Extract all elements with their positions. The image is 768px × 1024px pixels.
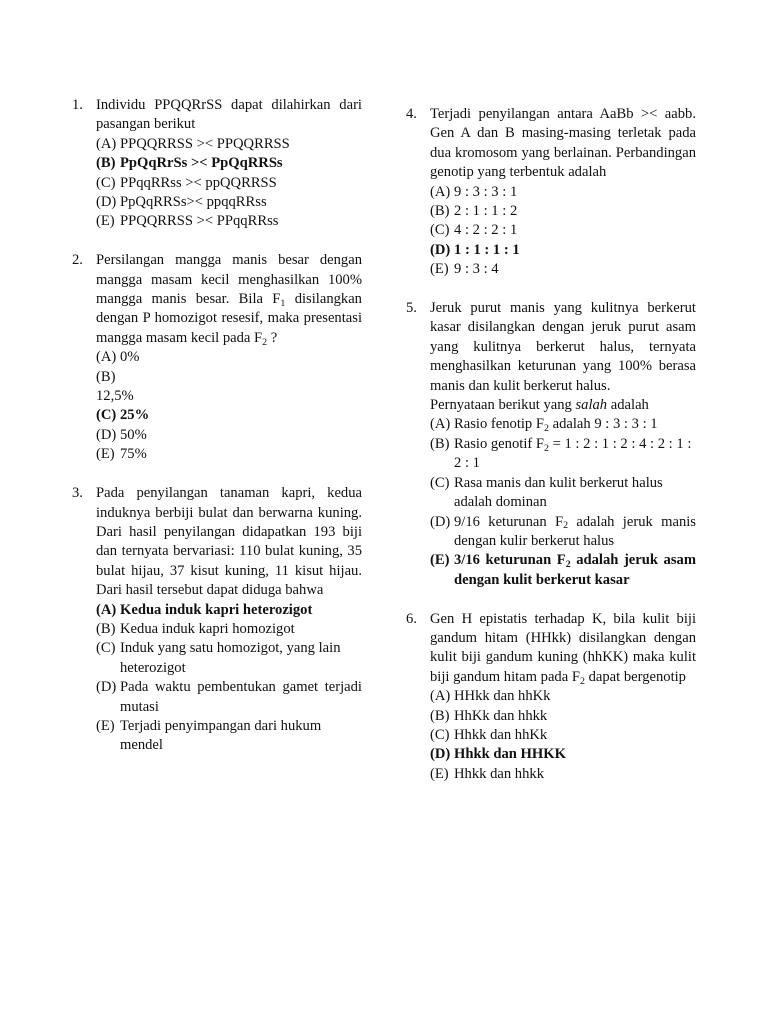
option-label: (C) bbox=[96, 174, 116, 191]
question-4 bbox=[406, 105, 696, 280]
option-label: (D) bbox=[96, 194, 117, 211]
option-text: Kedua induk kapri heterozigot bbox=[120, 601, 313, 618]
option-text: 50% bbox=[120, 426, 147, 443]
option-d[interactable] bbox=[96, 193, 362, 212]
option-e[interactable] bbox=[96, 717, 362, 756]
stem-text: ? bbox=[267, 329, 278, 346]
option-text: 12,5% bbox=[96, 388, 134, 405]
option-c[interactable] bbox=[96, 639, 362, 678]
option-b[interactable] bbox=[430, 202, 696, 221]
option-text: Rasa manis dan kulit berkerut halus adalah dominan bbox=[454, 474, 663, 511]
question-stem: Pada penyilangan tanaman kapri, kedua induknya berbiji bulat dan berwarna kuning. Dari hasil penyilangan didapatkan 193 biji dan ternyata bervariasi: 110 bulat kuning, 35 bulat hijau, 37 kisut kuning, 11 kisut hijau. Dari hasil tersebut dapat diduga bahwa bbox=[96, 485, 362, 599]
option-c[interactable] bbox=[430, 474, 696, 513]
option-d[interactable] bbox=[430, 241, 696, 260]
option-label: (E) bbox=[430, 552, 450, 569]
option-text: Hhkk dan HHKK bbox=[454, 746, 566, 763]
option-label: (B) bbox=[430, 435, 450, 452]
option-label: (C) bbox=[96, 407, 117, 424]
option-a[interactable] bbox=[96, 601, 362, 620]
option-text: PPQQRRSS >< PPqqRRss bbox=[120, 213, 279, 230]
question-1 bbox=[72, 96, 362, 232]
subscript: 2 bbox=[579, 675, 585, 687]
option-label: (B) bbox=[430, 707, 450, 724]
subscript: 2 bbox=[563, 520, 569, 532]
option-label: (A) bbox=[430, 416, 451, 433]
option-text: PpQqRrSs >< PpQqRRSs bbox=[120, 155, 283, 172]
option-label: (C) bbox=[96, 640, 116, 657]
option-text: adalah jeruk asam dengan kulit berkerut kasar bbox=[454, 552, 696, 588]
question-stem: Individu PPQQRrSS dapat dilahirkan dari pasangan berikut bbox=[96, 97, 362, 133]
question-5 bbox=[406, 299, 696, 590]
option-label: (D) bbox=[430, 513, 451, 530]
option-text: Pada waktu pembentukan gamet terjadi mutasi bbox=[120, 679, 362, 715]
option-text: PPqqRRss >< ppQQRRSS bbox=[120, 174, 277, 191]
question-number: 5. bbox=[406, 300, 417, 317]
stem-text: Pernyataan berikut yang bbox=[430, 397, 576, 414]
option-label: (E) bbox=[430, 261, 449, 278]
option-label: (E) bbox=[96, 446, 115, 463]
question-number: 2. bbox=[72, 252, 83, 269]
option-c[interactable] bbox=[430, 726, 696, 745]
option-label: (E) bbox=[96, 213, 115, 230]
option-label: (C) bbox=[430, 726, 450, 743]
emphasis-word: salah bbox=[575, 397, 608, 414]
option-d[interactable] bbox=[430, 745, 696, 764]
option-text: 25% bbox=[120, 407, 150, 424]
option-text: Rasio genotif F bbox=[454, 435, 544, 452]
option-text: HHkk dan hhKk bbox=[454, 688, 551, 705]
question-stem bbox=[430, 610, 696, 688]
option-e[interactable] bbox=[96, 212, 362, 231]
option-a[interactable] bbox=[96, 135, 362, 154]
question-6 bbox=[406, 610, 696, 785]
option-text: Induk yang satu homozigot, yang lain heterozigot bbox=[120, 640, 341, 676]
option-text: Hhkk dan hhKk bbox=[454, 726, 548, 743]
option-text: Hhkk dan hhkk bbox=[454, 765, 544, 782]
option-text: PpQqRRSs>< ppqqRRss bbox=[120, 194, 267, 211]
option-b[interactable] bbox=[96, 368, 362, 387]
option-label: (A) bbox=[96, 601, 117, 618]
option-e[interactable] bbox=[96, 445, 362, 464]
option-c[interactable] bbox=[96, 174, 362, 193]
option-e[interactable] bbox=[430, 765, 696, 784]
question-prompt bbox=[430, 396, 696, 415]
question-number: 3. bbox=[72, 485, 83, 502]
option-text: adalah jeruk manis dengan kulir berkerut halus bbox=[454, 513, 696, 549]
option-text: 1 : 1 : 1 : 1 bbox=[454, 241, 520, 258]
option-b[interactable] bbox=[96, 620, 362, 639]
subscript: 2 bbox=[544, 442, 549, 454]
option-label: (B) bbox=[96, 620, 116, 637]
option-text: 9/16 keturunan F bbox=[454, 513, 564, 530]
question-number: 4. bbox=[406, 106, 417, 122]
option-label: (B) bbox=[96, 368, 116, 385]
option-text: 2 : 1 : 1 : 2 bbox=[454, 203, 518, 220]
option-label: (D) bbox=[430, 241, 451, 258]
subscript: 1 bbox=[280, 298, 286, 310]
question-stem: Jeruk purut manis yang kulitnya berkerut kasar disilangkan dengan jeruk purut asam yang kulitnya berkerut halus, ternyata menghasilkan keturunan yang 100% berasa manis dan kulit berkerut halus. bbox=[430, 300, 696, 394]
option-label: (D) bbox=[96, 426, 117, 443]
stem-text: Persilangan mangga manis besar dengan mangga masam kecil menghasilkan 100% mangga manis besar. Bila F bbox=[96, 252, 362, 308]
option-label: (E) bbox=[96, 717, 115, 734]
left-column bbox=[72, 96, 362, 775]
option-a[interactable] bbox=[96, 348, 362, 367]
option-a[interactable] bbox=[430, 183, 696, 202]
option-label: (A) bbox=[430, 688, 451, 705]
option-d[interactable] bbox=[96, 678, 362, 717]
option-label: (C) bbox=[430, 222, 450, 239]
option-a[interactable] bbox=[430, 687, 696, 706]
question-number: 6. bbox=[406, 610, 417, 627]
subscript: 2 bbox=[565, 559, 571, 571]
option-label: (A) bbox=[430, 183, 451, 200]
option-label: (B) bbox=[96, 155, 116, 172]
question-stem bbox=[96, 251, 362, 348]
right-column bbox=[406, 105, 696, 804]
option-label: (A) bbox=[96, 349, 117, 366]
option-text: 0% bbox=[120, 349, 140, 366]
option-e[interactable] bbox=[430, 260, 696, 279]
option-text: 4 : 2 : 2 : 1 bbox=[454, 222, 518, 239]
option-b-value bbox=[96, 387, 362, 406]
question-number: 1. bbox=[72, 97, 83, 113]
subscript: 2 bbox=[262, 336, 268, 348]
option-label: (C) bbox=[430, 474, 450, 491]
question-stem: Terjadi penyilangan antara AaBb >< aabb. Gen A dan B masing-masing terletak pada dua kromosom yang berlainan. Perbandingan genotip yang terbentuk adalah bbox=[430, 106, 696, 181]
option-a[interactable] bbox=[430, 415, 696, 434]
option-c[interactable] bbox=[96, 406, 362, 425]
option-b[interactable] bbox=[96, 154, 362, 173]
option-text: PPQQRRSS >< PPQQRRSS bbox=[120, 135, 290, 152]
option-text: 9 : 3 : 4 bbox=[454, 261, 499, 278]
stem-text: dapat bergenotip bbox=[584, 668, 686, 685]
option-text: Kedua induk kapri homozigot bbox=[120, 620, 295, 637]
option-b[interactable] bbox=[430, 707, 696, 726]
option-d[interactable] bbox=[96, 426, 362, 445]
subscript: 2 bbox=[544, 423, 549, 435]
question-2 bbox=[72, 251, 362, 464]
option-label: (E) bbox=[430, 765, 449, 782]
option-text: Rasio fenotip F bbox=[454, 416, 544, 433]
option-text: 3/16 keturunan F bbox=[454, 552, 566, 569]
option-label: (D) bbox=[430, 746, 451, 763]
option-text: 75% bbox=[120, 446, 147, 463]
stem-text: Gen H epistatis terhadap K, bila kulit biji gandum hitam (HHkk) disilangkan dengan kulit biji gandum kuning (hhKK) maka kulit biji gandum hitam pada F bbox=[430, 610, 696, 685]
option-c[interactable] bbox=[430, 221, 696, 240]
option-b[interactable] bbox=[430, 435, 696, 474]
option-d[interactable] bbox=[430, 513, 696, 552]
option-e[interactable] bbox=[430, 551, 696, 590]
option-text: Terjadi penyimpangan dari hukum mendel bbox=[120, 717, 322, 754]
question-3 bbox=[72, 484, 362, 756]
option-text: HhKk dan hhkk bbox=[454, 707, 548, 724]
stem-text: disilangkan dengan P homozigot resesif, maka presentasi mangga masam kecil pada F bbox=[96, 291, 362, 346]
option-text: = 1 : 2 : 1 : 2 : 4 : 2 : 1 : 2 : 1 bbox=[454, 435, 692, 472]
option-label: (B) bbox=[430, 203, 450, 220]
option-label: (D) bbox=[96, 679, 117, 696]
option-text: 9 : 3 : 3 : 1 bbox=[454, 183, 518, 200]
option-label: (A) bbox=[96, 135, 117, 152]
option-text: adalah 9 : 3 : 3 : 1 bbox=[548, 416, 658, 433]
stem-text: adalah bbox=[607, 397, 649, 414]
